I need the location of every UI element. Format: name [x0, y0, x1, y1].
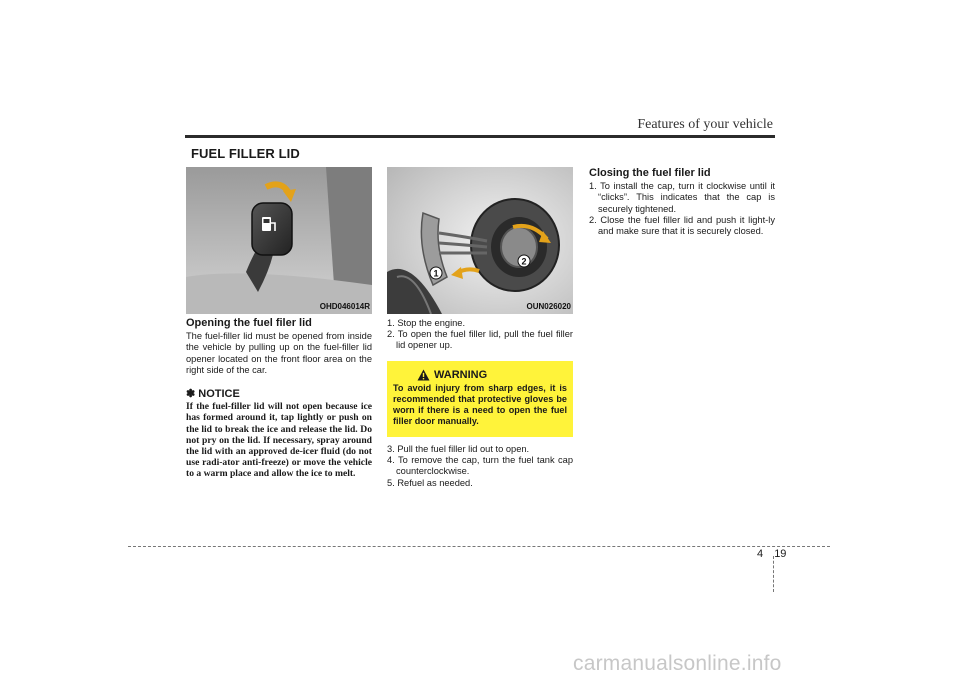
closing-steps: [589, 181, 775, 237]
callout-2: 2: [521, 256, 527, 267]
steps-list-a: [387, 318, 573, 352]
fuel-lid-opener-illustration: [186, 167, 372, 314]
figure-code: OHD046014R: [319, 302, 370, 311]
warning-icon: [417, 369, 430, 381]
step-item: 2. Close the fuel filler lid and push it light-ly and make sure that it is securely closed.: [589, 214, 775, 237]
warning-title: WARNING: [434, 369, 488, 381]
column-middle-bottom: [387, 444, 573, 489]
step-item: 3. Pull the fuel filler lid out to open.: [387, 444, 530, 454]
step-item: 1. To install the cap, turn it clockwise until it “clicks”. This indicates that the cap is securely tightened.: [589, 181, 775, 214]
warning-box: [387, 361, 573, 437]
notice-title: ✽ NOTICE: [186, 388, 240, 401]
figure-fuel-lid-opener: [186, 167, 372, 314]
column-middle-top: [387, 318, 573, 352]
watermark: carmanualsonline.info: [573, 652, 782, 675]
step-item: 4. To remove the cap, turn the fuel tank cap counterclockwise.: [387, 455, 573, 477]
footer-divider: [773, 556, 774, 592]
notice-body: If the fuel-filler lid will not open because ice has formed around it, tap lightly or push on the lid to break the ice and release the lid. Do not pry on the lid. If necessary, spray around the lid with an approved de-icer fluid (do not use radi-ator anti-freeze) or move the vehicle to a warm place and allow the ice to melt.: [186, 401, 372, 480]
chapter-number: 4: [757, 548, 764, 560]
figure-fuel-filler-open: [387, 167, 573, 314]
opening-heading: Opening the fuel filer lid: [186, 317, 312, 329]
column-left: [186, 318, 372, 480]
step-item: 1. Stop the engine.: [387, 318, 466, 328]
column-right: [589, 168, 775, 237]
section-title: FUEL FILLER LID: [191, 146, 300, 161]
fuel-filler-open-illustration: [387, 167, 573, 314]
step-item: 2. To open the fuel filler lid, pull the fuel filler lid opener up.: [387, 329, 573, 351]
header-rule: [185, 135, 775, 138]
warning-body: To avoid injury from sharp edges, it is recommended that protective gloves be worn if there is a need to open the fuel filler door manually.: [393, 383, 567, 426]
warning-header: [417, 369, 567, 381]
footer-rule: [128, 546, 830, 547]
closing-heading: Closing the fuel filer lid: [589, 167, 711, 179]
opening-body: The fuel-filler lid must be opened from inside the vehicle by pulling up on the fuel-filler lid opener located on the front floor area on the right side of the car.: [186, 331, 372, 375]
figure-code: OUN026020: [526, 302, 571, 311]
running-head: Features of your vehicle: [637, 117, 773, 132]
page-number-value: 19: [774, 548, 787, 560]
step-item: 5. Refuel as needed.: [387, 477, 473, 488]
steps-list-b: [387, 444, 573, 489]
callout-1: 1: [433, 268, 439, 279]
page-number: [757, 548, 786, 560]
